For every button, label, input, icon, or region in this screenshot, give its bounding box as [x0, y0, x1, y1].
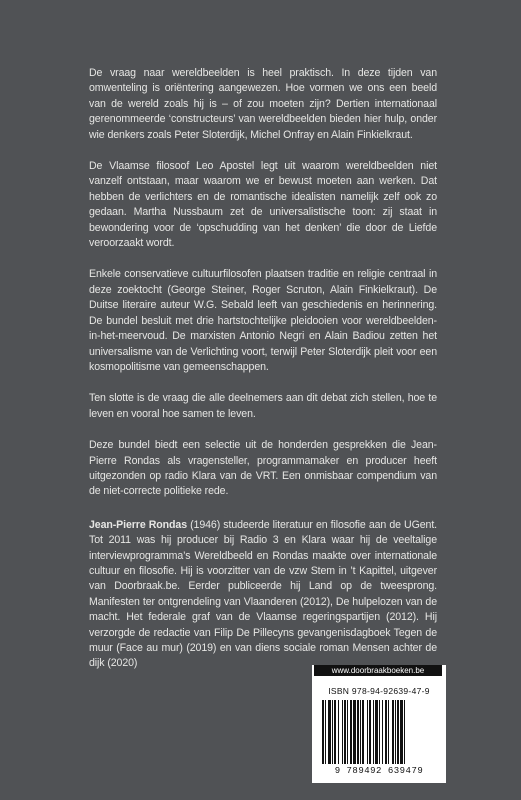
isbn-label: ISBN 978-94-92639-47-9: [328, 686, 430, 696]
paragraph-intro: De vraag naar wereldbeelden is heel praktisch. In deze tijden van omwenteling is oriëntering aangewezen. Hoe vormen we ons een beeld van de wereld zoals hij is – of zou moeten zijn? Dertien internationaal gerenommeerde ‘constructeurs’ van wereldbeelden bieden hier hulp, onder wie denkers zoals Peter Sloterdijk, Michel Onfray en Alain Finkielkraut.: [89, 67, 437, 141]
barcode-icon: [322, 700, 440, 764]
author-bio-text: (1946) studeerde literatuur en filosofie aan de UGent. Tot 2011 was hij producer bij Radio 3 en Klara waar hij de veeltalige interviewprogramma’s Wereldbeeld en Rondas maakte over internationale cultuur en filosofie. Hij is voorzitter van de vzw Stem in ’t Kapittel, uitgever van Doorbraak.be. Eerder publiceerde hij Land op de tweesprong. Manifesten ter ontgrendeling van Vlaanderen (2012), De hulpelozen van de macht. Het federale graf van de Vlaamse regeringspartijen (2012). Hij verzorgde de redactie van Filip De Pillecyns gevangenisdagboek Tegen de muur (Face au mur) (2019) en van diens sociale roman Mensen achter de dijk (2020): [89, 518, 438, 670]
paragraph-conclusion: Ten slotte is de vraag die alle deelnemers aan dit debat zich stellen, hoe te leven en vooral hoe samen te leven.: [89, 392, 437, 420]
publisher-url[interactable]: www.doorbraakboeken.be: [314, 665, 442, 676]
back-cover-text: [89, 66, 437, 688]
paragraph-apostel: De Vlaamse filosoof Leo Apostel legt uit waarom wereldbeelden niet vanzelf ontstaan, maar waarom we er bewust moeten aan werken. Dat hebben de verlichters en de romantische idealisten namelijk zelf ook zo gedaan. Martha Nussbaum zet de universalistische toon: zij staat in bewondering voor de ‘opschudding van het denken’ die door de Liefde veroorzaakt wordt.: [89, 160, 437, 250]
author-bio: [89, 518, 437, 672]
isbn-digits: 9 789492 639479: [334, 766, 424, 776]
paragraph-selection: Deze bundel biedt een selectie uit de honderden gesprekken die Jean-Pierre Rondas als vragensteller, programmamaker en producer heeft uitgezonden op radio Klara van de VRT. Een onmisbaar compendium van de niet-correcte politieke rede.: [89, 439, 437, 498]
paragraph-conservatives: Enkele conservatieve cultuurfilosofen plaatsen traditie en religie centraal in deze zoektocht (George Steiner, Roger Scruton, Alain Finkielkraut). De Duitse literaire auteur W.G. Sebald leeft van geschiedenis en herinnering. De bundel besluit met drie hartstochtelijke pleidooien voor wereldbeelden-in-het-meervoud. De marxisten Antonio Negri en Alain Badiou zetten het universalisme van de Verlichting voort, terwijl Peter Sloterdijk pleit voor een kosmopolitisme van gemeenschappen.: [89, 268, 437, 373]
author-name: Jean-Pierre Rondas: [89, 518, 187, 531]
